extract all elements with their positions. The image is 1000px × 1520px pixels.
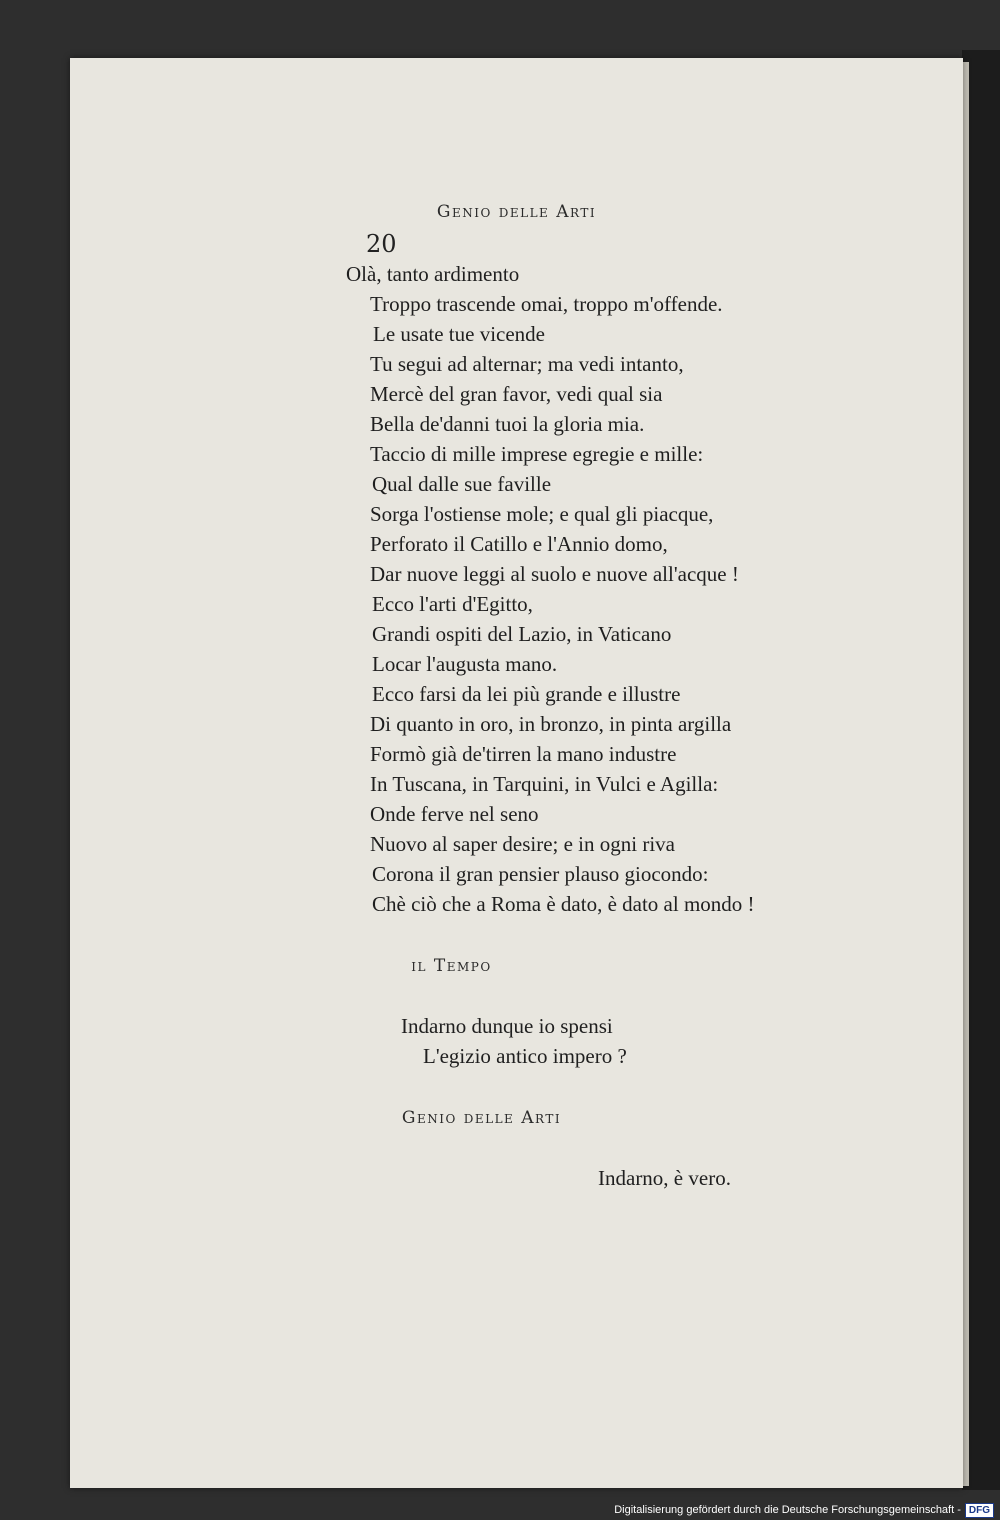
verse-line: Corona il gran pensier plauso giocondo: xyxy=(372,862,709,886)
verse-line: In Tuscana, in Tarquini, in Vulci e Agilla: xyxy=(370,772,719,796)
verse-line: Mercè del gran favor, vedi qual sia xyxy=(370,382,663,406)
speaker-heading-tempo xyxy=(5,956,898,976)
dfg-logo-icon: DFG xyxy=(965,1503,994,1518)
verse-line: Bella de'danni tuoi la gloria mia. xyxy=(370,412,645,436)
verse-line: Sorga l'ostiense mole; e qual gli piacque, xyxy=(370,502,714,526)
speaker-heading-genio-2 xyxy=(35,1108,928,1128)
verse-line: Locar l'augusta mano. xyxy=(372,652,558,676)
digitization-footer xyxy=(614,1500,994,1520)
speaker-heading-text: il Tempo xyxy=(411,956,492,976)
verse-line: Onde ferve nel seno xyxy=(370,802,539,826)
verse-line: Indarno dunque io spensi xyxy=(401,1014,613,1038)
speaker-heading-genio xyxy=(70,202,963,222)
verse-line: Le usate tue vicende xyxy=(373,322,545,346)
verse-line: Ecco farsi da lei più grande e illustre xyxy=(372,682,681,706)
verse-line: Troppo trascende omai, troppo m'offende. xyxy=(370,292,723,316)
verse-line: Tu segui ad alternar; ma vedi intanto, xyxy=(370,352,684,376)
verse-line: L'egizio antico impero ? xyxy=(423,1044,627,1068)
verse-line: Taccio di mille imprese egregie e mille: xyxy=(370,442,704,466)
footer-credit: Digitalisierung gefördert durch die Deutsche Forschungsgemeinschaft - xyxy=(614,1504,961,1516)
verse-line: Grandi ospiti del Lazio, in Vaticano xyxy=(372,622,672,646)
verse-line: Nuovo al saper desire; e in ogni riva xyxy=(370,832,675,856)
verse-line: Perforato il Catillo e l'Annio domo, xyxy=(370,532,668,556)
verse-line: Formò già de'tirren la mano industre xyxy=(370,742,677,766)
speaker-heading-text: Genio delle Arti xyxy=(436,202,597,222)
page-number: 20 xyxy=(366,230,397,258)
verse-line: Dar nuove leggi al suolo e nuove all'acque ! xyxy=(370,562,739,586)
verse-line: Di quanto in oro, in bronzo, in pinta argilla xyxy=(370,712,732,736)
speaker-heading-text: Genio delle Arti xyxy=(401,1108,562,1128)
verse-line: Olà, tanto ardimento xyxy=(346,262,520,286)
verse-line: Indarno, è vero. xyxy=(598,1166,731,1190)
verse-line: Chè ciò che a Roma è dato, è dato al mondo ! xyxy=(372,892,755,916)
verse-line: Ecco l'arti d'Egitto, xyxy=(372,592,533,616)
verse-line: Qual dalle sue faville xyxy=(372,472,552,496)
book-page xyxy=(70,58,963,1488)
